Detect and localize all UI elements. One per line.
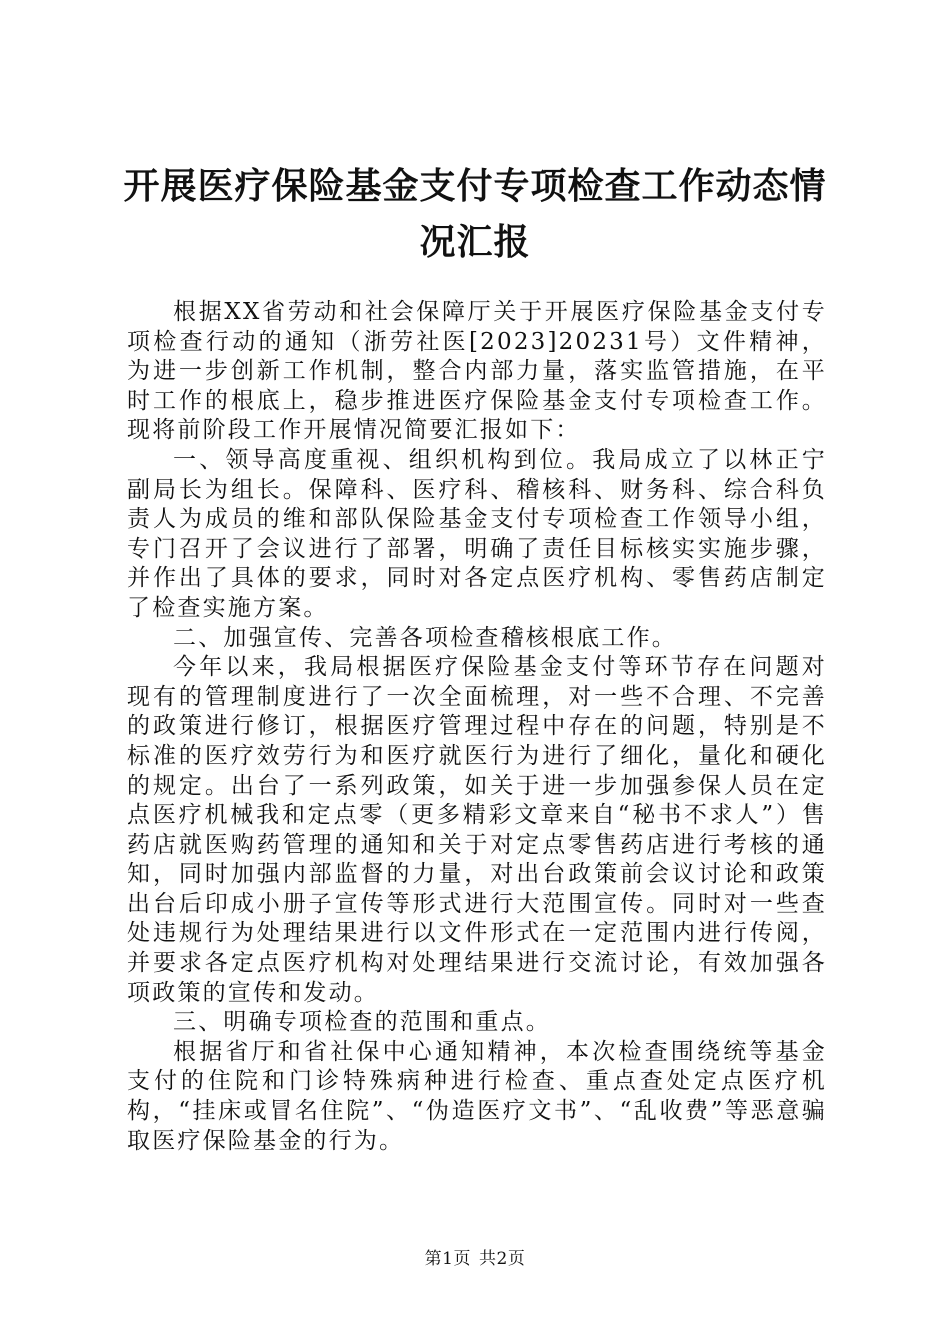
paragraph-section-3: 根据省厅和省社保中心通知精神，本次检查围绕统等基金支付的住院和门诊特殊病种进行检查、重点查处定点医疗机构，“挂床或冒名住院”、“伪造医疗文书”、“乱收费”等恶意骗取医疗保险基金的行为。: [127, 1038, 827, 1154]
document-title: 开展医疗保险基金支付专项检查工作动态情况汇报: [123, 165, 827, 263]
paragraph-section-2: 今年以来，我局根据医疗保险基金支付等环节存在问题对现有的管理制度进行了一次全面梳理，对一些不合理、不完善的政策进行修订，根据医疗管理过程中存在的问题，特别是不标准的医疗效劳行为和医疗就医行为进行了细化，量化和硬化的规定。出台了一系列政策，如关于进一步加强参保人员在定点医疗机械我和定点零（更多精彩文章来自“秘书不求人”）售药店就医购药管理的通知和关于对定点零售药店进行考核的通知，同时加强内部监督的力量，对出台政策前会议讨论和政策出台后印成小册子宣传等形式进行大范围宣传。同时对一些查处违规行为处理结果进行以文件形式在一定范围内进行传阅，并要求各定点医疗机构对处理结果进行交流讨论，有效加强各项政策的宣传和发动。: [127, 654, 827, 1006]
page-footer: [0, 1244, 950, 1269]
heading-section-3: 三、明确专项检查的范围和重点。: [173, 1009, 551, 1036]
page-number: 第1页: [424, 1249, 471, 1269]
document-body: [127, 298, 827, 1156]
heading-section-2: 二、加强宣传、完善各项检查稽核根底工作。: [173, 624, 677, 651]
paragraph-section-1: 一、领导高度重视、组织机构到位。我局成立了以林正宁副局长为组长。保障科、医疗科、稽核科、财务科、综合科负责人为成员的维和部队保险基金支付专项检查工作领导小组，专门召开了会议进行了部署，明确了责任目标核实实施步骤，并作出了具体的要求，同时对各定点医疗机构、零售药店制定了检查实施方案。: [127, 446, 827, 621]
paragraph-intro: 根据XX省劳动和社会保障厅关于开展医疗保险基金支付专项检查行动的通知（浙劳社医[2023]20231号）文件精神，为进一步创新工作机制，整合内部力量，落实监管措施，在平时工作的根底上，稳步推进医疗保险基金支付专项检查工作。现将前阶段工作开展情况简要汇报如下：: [127, 299, 827, 444]
page-total: 共2页: [479, 1249, 526, 1269]
